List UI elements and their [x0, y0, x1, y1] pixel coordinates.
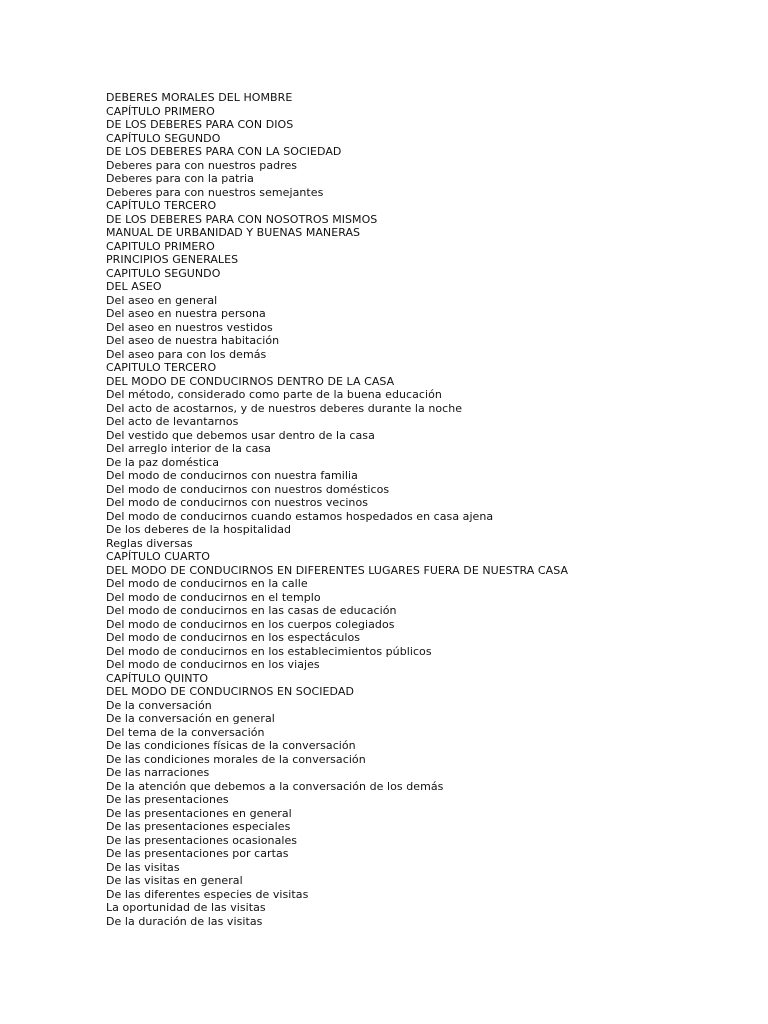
toc-line: Del modo de conducirnos con nuestros domésticos — [106, 482, 390, 496]
toc-line: De la conversación — [106, 698, 212, 712]
toc-line: De las condiciones morales de la conversación — [106, 752, 366, 766]
toc-line: Del modo de conducirnos en los establecimientos públicos — [106, 644, 432, 658]
toc-line: DEBERES MORALES DEL HOMBRE — [106, 91, 293, 104]
toc-line: De la duración de las visitas — [106, 914, 263, 928]
toc-line: De las condiciones físicas de la conversación — [106, 739, 356, 752]
toc-line: Deberes para con nuestros semejantes — [106, 185, 324, 199]
toc-line: CAPITULO PRIMERO — [106, 239, 215, 253]
toc-line: Del modo de conducirnos en los espectáculos — [106, 631, 361, 644]
toc-line: Del método, considerado como parte de la buena educación — [106, 388, 442, 401]
toc-line: Del aseo en nuestra persona — [106, 307, 266, 320]
toc-line: CAPÍTULO TERCERO — [106, 199, 217, 212]
toc-line: Del vestido que debemos usar dentro de la casa — [106, 428, 375, 442]
toc-line: Del aseo en nuestros vestidos — [106, 320, 273, 334]
toc-line: Del aseo de nuestra habitación — [106, 334, 280, 347]
toc-line: De las presentaciones en general — [106, 806, 292, 820]
toc-line: Del modo de conducirnos en las casas de educación — [106, 604, 397, 617]
toc-line: De las presentaciones por cartas — [106, 847, 289, 860]
toc-line: CAPÍTULO SEGUNDO — [106, 131, 221, 145]
toc-line: De las visitas en general — [106, 874, 243, 887]
toc-line: Del modo de conducirnos con nuestros vecinos — [106, 496, 369, 509]
toc-line: De las presentaciones — [106, 793, 229, 806]
toc-line: De las presentaciones especiales — [106, 820, 291, 833]
toc-line: Del modo de conducirnos con nuestra familia — [106, 469, 358, 482]
toc-line: DEL MODO DE CONDUCIRNOS EN DIFERENTES LUGARES FUERA DE NUESTRA CASA — [106, 563, 569, 577]
toc-line: Del modo de conducirnos cuando estamos hospedados en casa ajena — [106, 509, 494, 523]
toc-line: DEL MODO DE CONDUCIRNOS EN SOCIEDAD — [106, 685, 354, 698]
toc-line: CAPITULO TERCERO — [106, 361, 217, 374]
toc-line: De los deberes de la hospitalidad — [106, 523, 292, 536]
toc-line: Del arreglo interior de la casa — [106, 442, 271, 455]
toc-line: Del modo de conducirnos en los viajes — [106, 658, 320, 671]
toc-line: De las presentaciones ocasionales — [106, 833, 298, 847]
toc-line: CAPÍTULO PRIMERO — [106, 104, 215, 118]
toc-line: Deberes para con la patria — [106, 172, 254, 185]
toc-line: CAPÍTULO QUINTO — [106, 671, 209, 685]
toc-line: DEL MODO DE CONDUCIRNOS DENTRO DE LA CASA — [106, 374, 395, 388]
toc-line: De la conversación en general — [106, 712, 275, 725]
toc-line: De las visitas — [106, 860, 180, 874]
toc-line: La oportunidad de las visitas — [106, 901, 266, 914]
toc-line: Del modo de conducirnos en el templo — [106, 590, 321, 604]
toc-line: Del tema de la conversación — [106, 725, 265, 739]
toc-line: Del aseo para con los demás — [106, 347, 267, 361]
toc-line: DE LOS DEBERES PARA CON DIOS — [106, 118, 294, 131]
toc-line: Deberes para con nuestros padres — [106, 158, 298, 172]
toc-line: DE LOS DEBERES PARA CON LA SOCIEDAD — [106, 145, 342, 158]
toc-line: PRINCIPIOS GENERALES — [106, 253, 239, 266]
toc-line: DE LOS DEBERES PARA CON NOSOTROS MISMOS — [106, 212, 378, 226]
toc-line: CAPÍTULO CUARTO — [106, 550, 210, 563]
toc-line: MANUAL DE URBANIDAD Y BUENAS MANERAS — [106, 226, 361, 239]
table-of-contents — [106, 91, 746, 928]
toc-line: Reglas diversas — [106, 536, 193, 550]
toc-line: De las narraciones — [106, 766, 210, 779]
toc-line: Del modo de conducirnos en los cuerpos colegiados — [106, 617, 395, 631]
toc-line: DEL ASEO — [106, 280, 162, 293]
toc-line: CAPITULO SEGUNDO — [106, 266, 221, 280]
toc-line: De la paz doméstica — [106, 455, 220, 469]
toc-line: Del modo de conducirnos en la calle — [106, 577, 308, 590]
toc-line: Del acto de acostarnos, y de nuestros deberes durante la noche — [106, 401, 463, 415]
toc-line: Del aseo en general — [106, 293, 218, 307]
toc-line: Del acto de levantarnos — [106, 415, 239, 428]
toc-line: De la atención que debemos a la conversación de los demás — [106, 779, 444, 793]
toc-line: De las diferentes especies de visitas — [106, 887, 309, 901]
